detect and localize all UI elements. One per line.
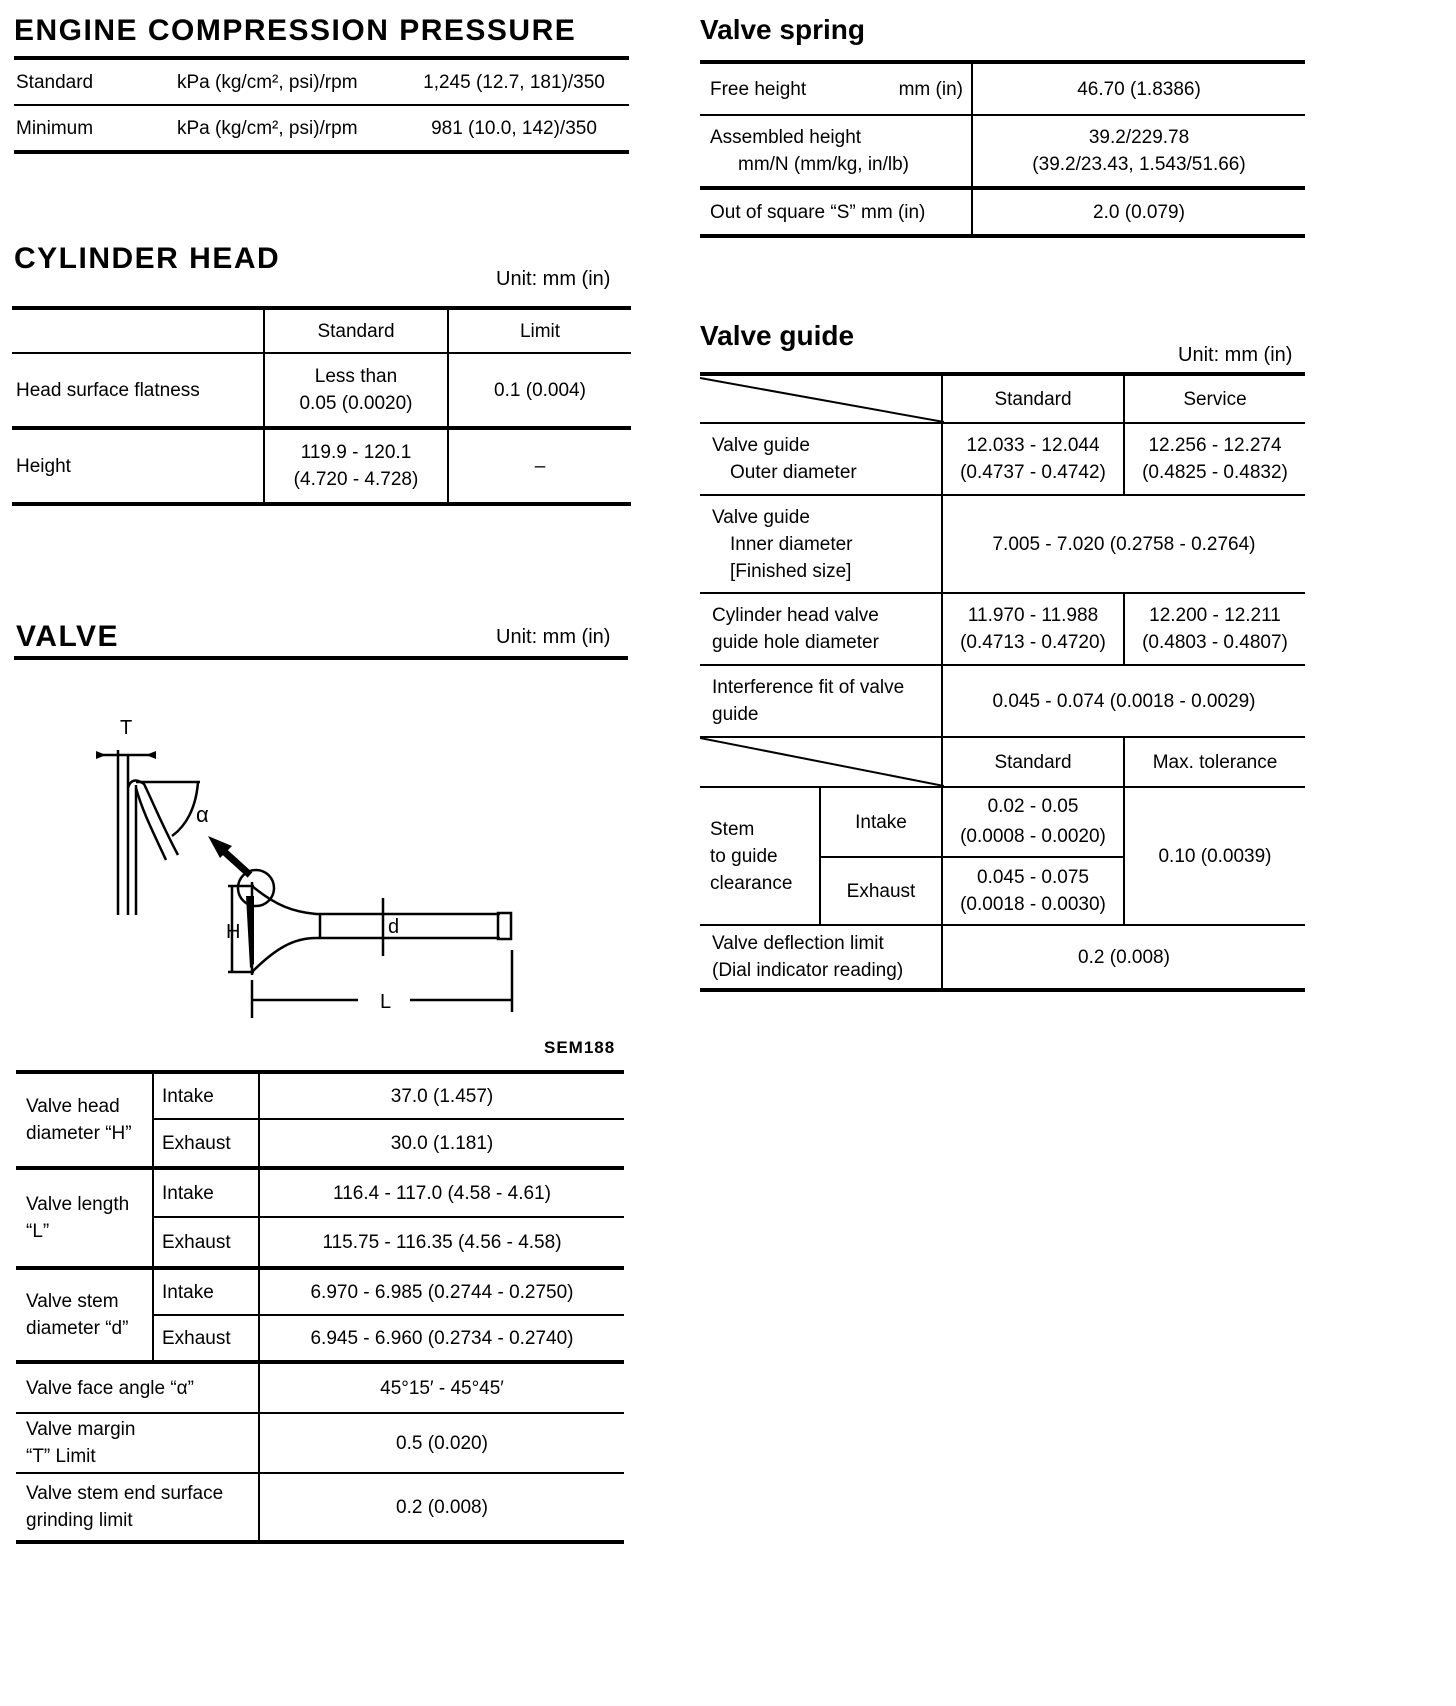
- valve-guide-table: [700, 372, 1305, 992]
- table-row: [700, 188, 1305, 236]
- clearance-label-2: to guide: [710, 845, 778, 867]
- engine-minimum-label: Minimum: [14, 105, 169, 152]
- table-row: [700, 495, 1305, 593]
- length-intake-value: 116.4 - 117.0 (4.58 - 4.61): [259, 1168, 624, 1217]
- header-diagonal: [700, 376, 944, 422]
- engine-minimum-unit: kPa (kg/cm², psi)/rpm: [169, 105, 399, 152]
- table-row: [700, 925, 1305, 990]
- diagram-l-label: L: [380, 991, 392, 1013]
- hole-diameter-label-1: Cylinder head valve: [712, 605, 879, 626]
- hole-diameter-service-1: 12.200 - 12.211: [1149, 605, 1281, 626]
- deflection-label-1: Valve deflection limit: [712, 933, 884, 954]
- hole-diameter-service-2: (0.4803 - 0.4807): [1142, 632, 1288, 653]
- height-label: Height: [12, 428, 264, 504]
- end-surface-label-2: grinding limit: [26, 1510, 133, 1531]
- engine-table: [14, 56, 629, 154]
- valve-guide-title: Valve guide: [700, 320, 855, 351]
- header2-diagonal: [700, 738, 944, 786]
- stem-intake-label: Intake: [153, 1268, 259, 1315]
- assembled-height-value-2: (39.2/23.43, 1.543/51.66): [1032, 154, 1246, 175]
- diagram-h-label: H: [226, 921, 241, 943]
- stem-exhaust-value: 6.945 - 6.960 (0.2734 - 0.2740): [259, 1315, 624, 1362]
- out-of-square-label: Out of square “S” mm (in): [700, 188, 972, 236]
- face-angle-label: Valve face angle “α”: [16, 1362, 259, 1413]
- clearance-intake-2: (0.0008 - 0.0020): [960, 826, 1106, 847]
- height-standard-1: 119.9 - 120.1: [300, 442, 412, 463]
- head-intake-value: 37.0 (1.457): [259, 1072, 624, 1119]
- assembled-height-label-1: Assembled height: [710, 127, 862, 148]
- valve-table: [16, 1070, 624, 1544]
- outer-diameter-standard-1: 12.033 - 12.044: [966, 435, 1100, 456]
- end-surface-label-1: Valve stem end surface: [26, 1483, 224, 1504]
- free-height-value: 46.70 (1.8386): [972, 62, 1305, 115]
- hole-diameter-standard-1: 11.970 - 11.988: [967, 605, 1099, 626]
- height-limit: –: [448, 428, 631, 504]
- diagram-t-label: T: [120, 717, 133, 739]
- table-row: [14, 105, 629, 152]
- table-row: [700, 593, 1305, 665]
- header-diagonal-cell: [700, 374, 942, 423]
- interference-fit-value: 0.045 - 0.074 (0.0018 - 0.0029): [942, 665, 1305, 737]
- height-standard-2: (4.720 - 4.728): [293, 469, 419, 490]
- cylinder-head-col-limit: Limit: [448, 308, 631, 353]
- assembled-height-value-1: 39.2/229.78: [1088, 127, 1190, 148]
- inner-diameter-value: 7.005 - 7.020 (0.2758 - 0.2764): [942, 495, 1305, 593]
- flatness-limit: 0.1 (0.004): [448, 353, 631, 428]
- length-label-1: Valve length: [26, 1194, 130, 1215]
- cylinder-head-unit: Unit: mm (in): [496, 268, 611, 290]
- length-label-2: “L”: [26, 1221, 50, 1242]
- clearance-exhaust-label: Exhaust: [820, 857, 942, 925]
- out-of-square-value: 2.0 (0.079): [972, 188, 1305, 236]
- clearance-label-3: clearance: [710, 872, 793, 894]
- table-row: [700, 787, 1305, 857]
- header2-diagonal-cell: [700, 737, 942, 787]
- guide-col-standard: Standard: [942, 374, 1124, 423]
- table-row: [700, 423, 1305, 495]
- cylinder-head-col-standard: Standard: [264, 308, 448, 353]
- diagram-alpha-label: α: [196, 802, 209, 827]
- head-intake-label: Intake: [153, 1072, 259, 1119]
- outer-diameter-service-2: (0.4825 - 0.4832): [1142, 462, 1288, 483]
- table-row: [700, 62, 1305, 115]
- face-angle-value: 45°15′ - 45°45′: [259, 1362, 624, 1413]
- table-row: [16, 1413, 624, 1473]
- stem-exhaust-label: Exhaust: [153, 1315, 259, 1362]
- table-row: [12, 353, 631, 428]
- margin-label-1: Valve margin: [26, 1419, 136, 1440]
- margin-value: 0.5 (0.020): [259, 1413, 624, 1473]
- interference-fit-label-2: guide: [712, 704, 759, 725]
- interference-fit-label-1: Interference fit of valve: [712, 677, 905, 698]
- inner-diameter-label-1: Valve guide: [712, 506, 810, 528]
- valve-spring-title: Valve spring: [700, 14, 865, 45]
- table-row: [16, 1362, 624, 1413]
- free-height-unit: mm (in): [898, 78, 963, 100]
- stem-intake-value: 6.970 - 6.985 (0.2744 - 0.2750): [259, 1268, 624, 1315]
- clearance-label-1: Stem: [710, 818, 755, 840]
- guide-col2-max-tolerance: Max. tolerance: [1124, 737, 1305, 787]
- deflection-label-2: (Dial indicator reading): [712, 960, 904, 981]
- clearance-intake-label: Intake: [820, 787, 942, 857]
- diagram-d-label: d: [388, 916, 400, 938]
- stem-label-1: Valve stem: [26, 1291, 119, 1312]
- guide-col2-standard: Standard: [942, 737, 1124, 787]
- table-row: [700, 115, 1305, 188]
- table-row: [16, 1168, 624, 1217]
- length-exhaust-value: 115.75 - 116.35 (4.56 - 4.58): [259, 1217, 624, 1268]
- figure-code: SEM188: [544, 1038, 616, 1057]
- clearance-exhaust-1: 0.045 - 0.075: [977, 867, 1089, 888]
- cylinder-head-table: [12, 306, 631, 506]
- outer-diameter-label-1: Valve guide: [712, 435, 810, 456]
- flatness-standard-2: 0.05 (0.0020): [299, 393, 413, 414]
- table-row: [14, 58, 629, 105]
- valve-title-rule: [14, 656, 628, 660]
- stem-label-2: diameter “d”: [26, 1318, 129, 1339]
- clearance-intake-1: 0.02 - 0.05: [987, 796, 1079, 817]
- length-intake-label: Intake: [153, 1168, 259, 1217]
- table-row: [16, 1072, 624, 1119]
- free-height-label: Free height: [710, 78, 807, 100]
- flatness-standard-1: Less than: [314, 366, 398, 387]
- cylinder-head-title: CYLINDER HEAD: [14, 242, 281, 275]
- valve-unit: Unit: mm (in): [496, 626, 611, 648]
- table-row: [12, 428, 631, 504]
- engine-title: ENGINE COMPRESSION PRESSURE: [14, 14, 577, 47]
- end-surface-value: 0.2 (0.008): [259, 1473, 624, 1542]
- valve-spring-table: [700, 60, 1305, 238]
- inner-diameter-label-2: Inner diameter: [730, 533, 853, 555]
- valve-title: VALVE: [16, 620, 120, 653]
- clearance-exhaust-2: (0.0018 - 0.0030): [960, 894, 1106, 915]
- guide-col-service: Service: [1124, 374, 1305, 423]
- flatness-label: Head surface flatness: [12, 353, 264, 428]
- head-label-1: Valve head: [26, 1096, 120, 1117]
- hole-diameter-label-2: guide hole diameter: [712, 632, 879, 653]
- valve-diagram: [80, 700, 540, 1030]
- table-row: [16, 1473, 624, 1542]
- assembled-height-label-2: mm/N (mm/kg, in/lb): [738, 154, 909, 175]
- engine-standard-label: Standard: [14, 58, 169, 105]
- margin-label-2: “T” Limit: [26, 1446, 96, 1467]
- inner-diameter-label-3: [Finished size]: [730, 560, 852, 582]
- outer-diameter-standard-2: (0.4737 - 0.4742): [960, 462, 1106, 483]
- engine-standard-unit: kPa (kg/cm², psi)/rpm: [169, 58, 399, 105]
- outer-diameter-service-1: 12.256 - 12.274: [1148, 435, 1282, 456]
- engine-standard-value: 1,245 (12.7, 181)/350: [399, 58, 629, 105]
- table-row: [700, 665, 1305, 737]
- engine-minimum-value: 981 (10.0, 142)/350: [399, 105, 629, 152]
- table-row: [16, 1268, 624, 1315]
- head-label-2: diameter “H”: [26, 1123, 132, 1144]
- head-exhaust-value: 30.0 (1.181): [259, 1119, 624, 1168]
- head-exhaust-label: Exhaust: [153, 1119, 259, 1168]
- outer-diameter-label-2: Outer diameter: [730, 462, 857, 483]
- clearance-max-tolerance: 0.10 (0.0039): [1124, 787, 1305, 925]
- deflection-value: 0.2 (0.008): [942, 925, 1305, 990]
- valve-guide-unit: Unit: mm (in): [1178, 344, 1293, 366]
- length-exhaust-label: Exhaust: [153, 1217, 259, 1268]
- hole-diameter-standard-2: (0.4713 - 0.4720): [960, 632, 1106, 653]
